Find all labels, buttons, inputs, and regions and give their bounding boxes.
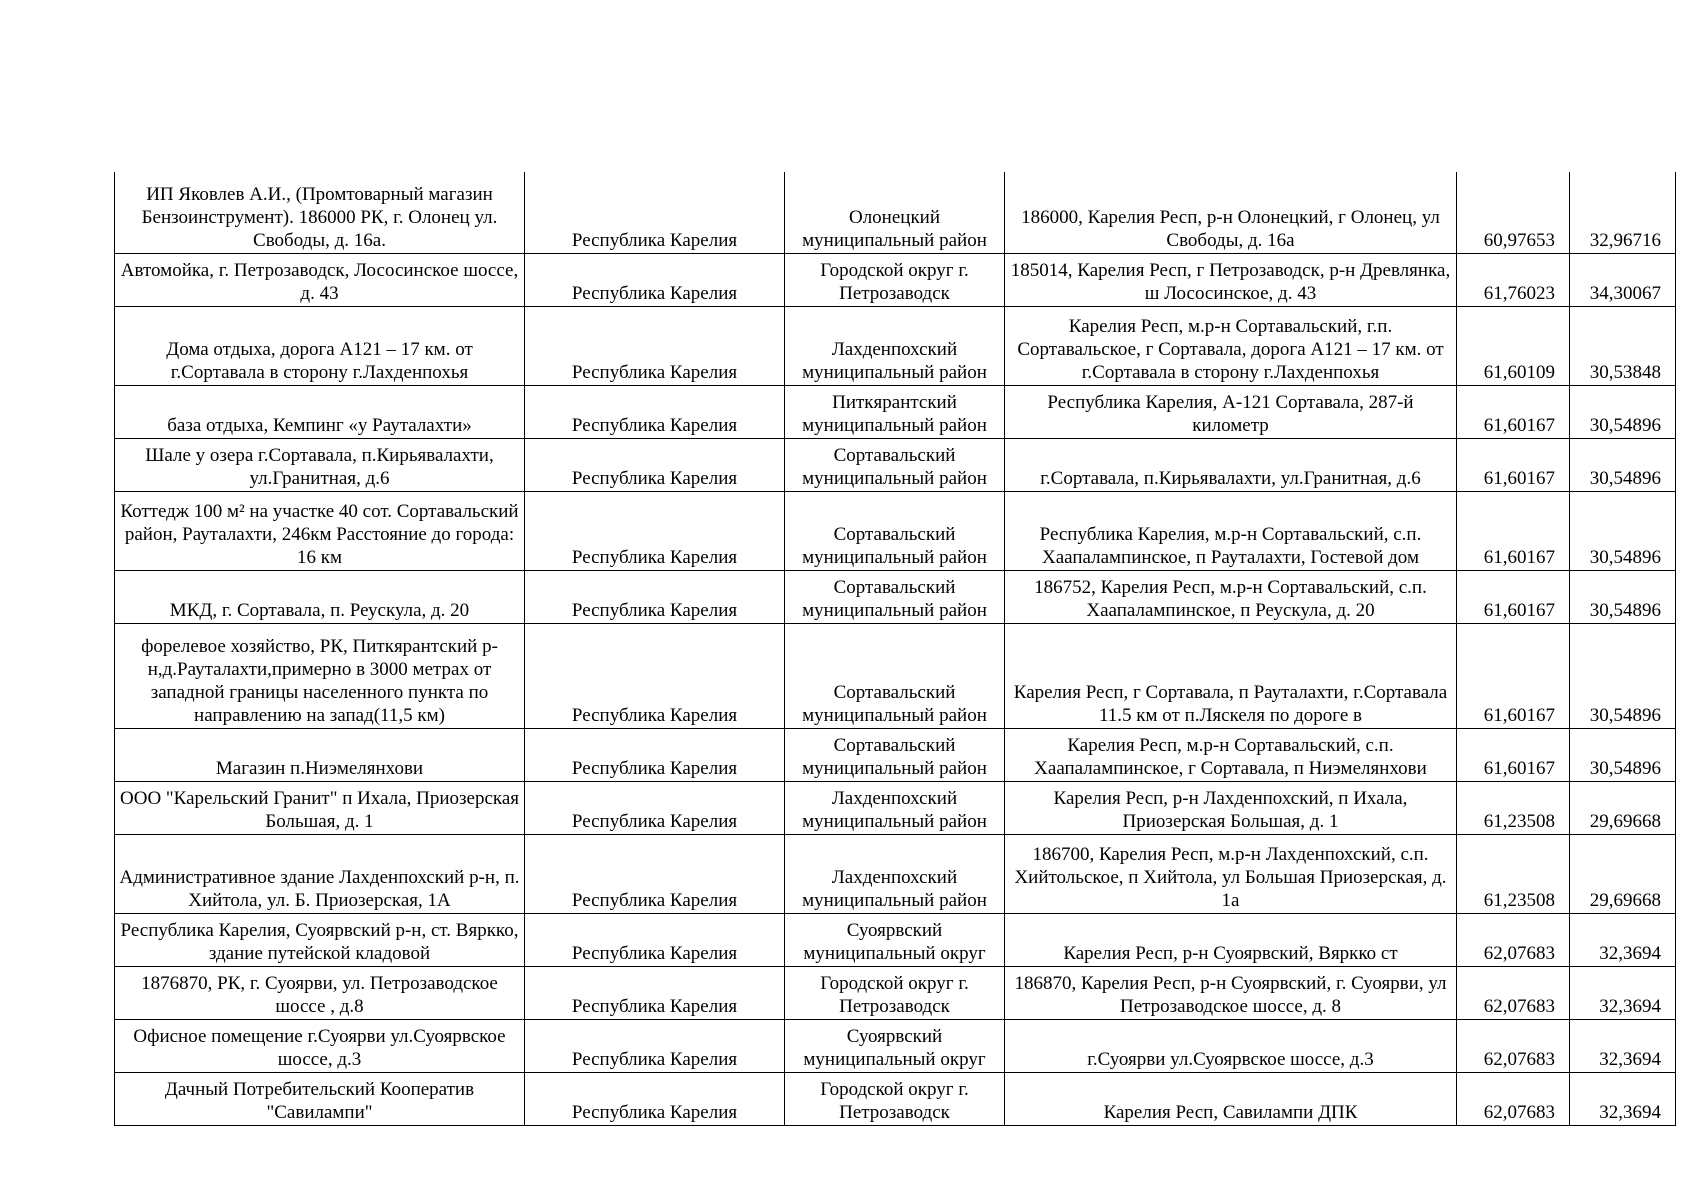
- address-cell: г.Сортавала, п.Кирьявалахти, ул.Гранитная, д.6: [1005, 438, 1457, 491]
- longitude-cell: 30,54896: [1570, 385, 1676, 438]
- region-cell: Республика Карелия: [525, 913, 785, 966]
- table-row: [115, 385, 1676, 438]
- region-cell: Республика Карелия: [525, 1072, 785, 1125]
- object-name-cell: Магазин п.Ниэмелянхови: [115, 728, 525, 781]
- longitude-cell: 30,54896: [1570, 570, 1676, 623]
- address-cell: 186752, Карелия Респ, м.р-н Сортавальский, с.п. Хаапалампинское, п Реускула, д. 20: [1005, 570, 1457, 623]
- latitude-cell: 61,60109: [1457, 306, 1570, 385]
- latitude-cell: 60,97653: [1457, 172, 1570, 253]
- address-cell: Карелия Респ, р-н Лахденпохский, п Ихала, Приозерская Большая, д. 1: [1005, 781, 1457, 834]
- object-name-cell: ООО "Карельский Гранит" п Ихала, Приозерская Большая, д. 1: [115, 781, 525, 834]
- address-cell: 185014, Карелия Респ, г Петрозаводск, р-н Древлянка, ш Лососинское, д. 43: [1005, 253, 1457, 306]
- longitude-cell: 32,3694: [1570, 1019, 1676, 1072]
- district-cell: Лахденпохский муниципальный район: [785, 834, 1005, 913]
- district-cell: Лахденпохский муниципальный район: [785, 781, 1005, 834]
- object-name-cell: Дачный Потребительский Кооператив "Савилампи": [115, 1072, 525, 1125]
- address-cell: 186870, Карелия Респ, р-н Суоярвский, г. Суоярви, ул Петрозаводское шоссе, д. 8: [1005, 966, 1457, 1019]
- region-cell: Республика Карелия: [525, 834, 785, 913]
- table-row: [115, 1072, 1676, 1125]
- object-name-cell: Офисное помещение г.Суоярви ул.Суоярвское шоссе, д.3: [115, 1019, 525, 1072]
- region-cell: Республика Карелия: [525, 966, 785, 1019]
- address-cell: Республика Карелия, м.р-н Сортавальский, с.п. Хаапалампинское, п Рауталахти, Гостевой дом: [1005, 491, 1457, 570]
- latitude-cell: 61,60167: [1457, 491, 1570, 570]
- latitude-cell: 61,60167: [1457, 385, 1570, 438]
- region-cell: Республика Карелия: [525, 570, 785, 623]
- table-row: [115, 623, 1676, 728]
- table-row: [115, 834, 1676, 913]
- table-row: [115, 570, 1676, 623]
- table-row: [115, 913, 1676, 966]
- latitude-cell: 61,23508: [1457, 781, 1570, 834]
- longitude-cell: 30,54896: [1570, 491, 1676, 570]
- region-cell: Республика Карелия: [525, 438, 785, 491]
- address-cell: г.Суоярви ул.Суоярвское шоссе, д.3: [1005, 1019, 1457, 1072]
- longitude-cell: 29,69668: [1570, 781, 1676, 834]
- address-cell: 186700, Карелия Респ, м.р-н Лахденпохский, с.п. Хийтольское, п Хийтола, ул Большая Приозерская, д. 1а: [1005, 834, 1457, 913]
- object-name-cell: Республика Карелия, Суоярвский р-н, ст. Вяркко, здание путейской кладовой: [115, 913, 525, 966]
- district-cell: Сортавальский муниципальный район: [785, 623, 1005, 728]
- longitude-cell: 34,30067: [1570, 253, 1676, 306]
- region-cell: Республика Карелия: [525, 781, 785, 834]
- district-cell: Городской округ г. Петрозаводск: [785, 253, 1005, 306]
- district-cell: Городской округ г. Петрозаводск: [785, 1072, 1005, 1125]
- latitude-cell: 61,23508: [1457, 834, 1570, 913]
- latitude-cell: 62,07683: [1457, 966, 1570, 1019]
- region-cell: Республика Карелия: [525, 385, 785, 438]
- table-row: [115, 491, 1676, 570]
- object-name-cell: 1876870, РК, г. Суоярви, ул. Петрозаводское шоссе , д.8: [115, 966, 525, 1019]
- latitude-cell: 61,60167: [1457, 623, 1570, 728]
- district-cell: Суоярвский муниципальный округ: [785, 913, 1005, 966]
- region-cell: Республика Карелия: [525, 306, 785, 385]
- longitude-cell: 30,54896: [1570, 623, 1676, 728]
- table-row: [115, 966, 1676, 1019]
- object-name-cell: ИП Яковлев А.И., (Промтоварный магазин Бензоинструмент). 186000 РК, г. Олонец ул. Свободы, д. 16а.: [115, 172, 525, 253]
- address-cell: 186000, Карелия Респ, р-н Олонецкий, г Олонец, ул Свободы, д. 16а: [1005, 172, 1457, 253]
- latitude-cell: 61,60167: [1457, 728, 1570, 781]
- object-name-cell: Автомойка, г. Петрозаводск, Лососинское шоссе, д. 43: [115, 253, 525, 306]
- district-cell: Сортавальский муниципальный район: [785, 491, 1005, 570]
- longitude-cell: 30,54896: [1570, 728, 1676, 781]
- region-cell: Республика Карелия: [525, 491, 785, 570]
- latitude-cell: 61,60167: [1457, 570, 1570, 623]
- longitude-cell: 30,53848: [1570, 306, 1676, 385]
- address-cell: Карелия Респ, м.р-н Сортавальский, с.п. Хаапалампинское, г Сортавала, п Ниэмелянхови: [1005, 728, 1457, 781]
- region-cell: Республика Карелия: [525, 172, 785, 253]
- table-row: [115, 172, 1676, 253]
- latitude-cell: 62,07683: [1457, 1019, 1570, 1072]
- address-cell: Карелия Респ, р-н Суоярвский, Вяркко ст: [1005, 913, 1457, 966]
- table-row: [115, 306, 1676, 385]
- object-name-cell: МКД, г. Сортавала, п. Реускула, д. 20: [115, 570, 525, 623]
- table-row: [115, 438, 1676, 491]
- latitude-cell: 62,07683: [1457, 913, 1570, 966]
- object-name-cell: форелевое хозяйство, РК, Питкярантский р-н,д.Рауталахти,примерно в 3000 метрах от западной границы населенного пункта по направлению на запад(11,5 км): [115, 623, 525, 728]
- latitude-cell: 61,76023: [1457, 253, 1570, 306]
- latitude-cell: 62,07683: [1457, 1072, 1570, 1125]
- region-cell: Республика Карелия: [525, 728, 785, 781]
- longitude-cell: 32,3694: [1570, 913, 1676, 966]
- object-name-cell: Шале у озера г.Сортавала, п.Кирьявалахти, ул.Гранитная, д.6: [115, 438, 525, 491]
- table-row: [115, 781, 1676, 834]
- object-name-cell: Административное здание Лахденпохский р-н, п. Хийтола, ул. Б. Приозерская, 1А: [115, 834, 525, 913]
- longitude-cell: 29,69668: [1570, 834, 1676, 913]
- district-cell: Сортавальский муниципальный район: [785, 728, 1005, 781]
- address-cell: Карелия Респ, г Сортавала, п Рауталахти, г.Сортавала 11.5 км от п.Ляскеля по дороге в: [1005, 623, 1457, 728]
- table-row: [115, 728, 1676, 781]
- district-cell: Лахденпохский муниципальный район: [785, 306, 1005, 385]
- region-cell: Республика Карелия: [525, 1019, 785, 1072]
- object-name-cell: Коттедж 100 м² на участке 40 сот. Сортавальский район, Рауталахти, 246км Расстояние до города: 16 км: [115, 491, 525, 570]
- district-cell: Олонецкий муниципальный район: [785, 172, 1005, 253]
- registry-table-body: [115, 172, 1676, 1125]
- table-row: [115, 253, 1676, 306]
- district-cell: Городской округ г. Петрозаводск: [785, 966, 1005, 1019]
- latitude-cell: 61,60167: [1457, 438, 1570, 491]
- address-cell: Карелия Респ, м.р-н Сортавальский, г.п. Сортавальское, г Сортавала, дорога А121 – 17 км. от г.Сортавала в сторону г.Лахденпохья: [1005, 306, 1457, 385]
- region-cell: Республика Карелия: [525, 253, 785, 306]
- longitude-cell: 32,96716: [1570, 172, 1676, 253]
- district-cell: Сортавальский муниципальный район: [785, 438, 1005, 491]
- region-cell: Республика Карелия: [525, 623, 785, 728]
- object-name-cell: Дома отдыха, дорога А121 – 17 км. от г.Сортавала в сторону г.Лахденпохья: [115, 306, 525, 385]
- district-cell: Питкярантский муниципальный район: [785, 385, 1005, 438]
- longitude-cell: 30,54896: [1570, 438, 1676, 491]
- address-cell: Карелия Респ, Савилампи ДПК: [1005, 1072, 1457, 1125]
- district-cell: Суоярвский муниципальный округ: [785, 1019, 1005, 1072]
- table-row: [115, 1019, 1676, 1072]
- longitude-cell: 32,3694: [1570, 1072, 1676, 1125]
- object-name-cell: база отдыха, Кемпинг «у Рауталахти»: [115, 385, 525, 438]
- registry-table: [114, 172, 1676, 1126]
- district-cell: Сортавальский муниципальный район: [785, 570, 1005, 623]
- address-cell: Республика Карелия, А-121 Сортавала, 287-й километр: [1005, 385, 1457, 438]
- longitude-cell: 32,3694: [1570, 966, 1676, 1019]
